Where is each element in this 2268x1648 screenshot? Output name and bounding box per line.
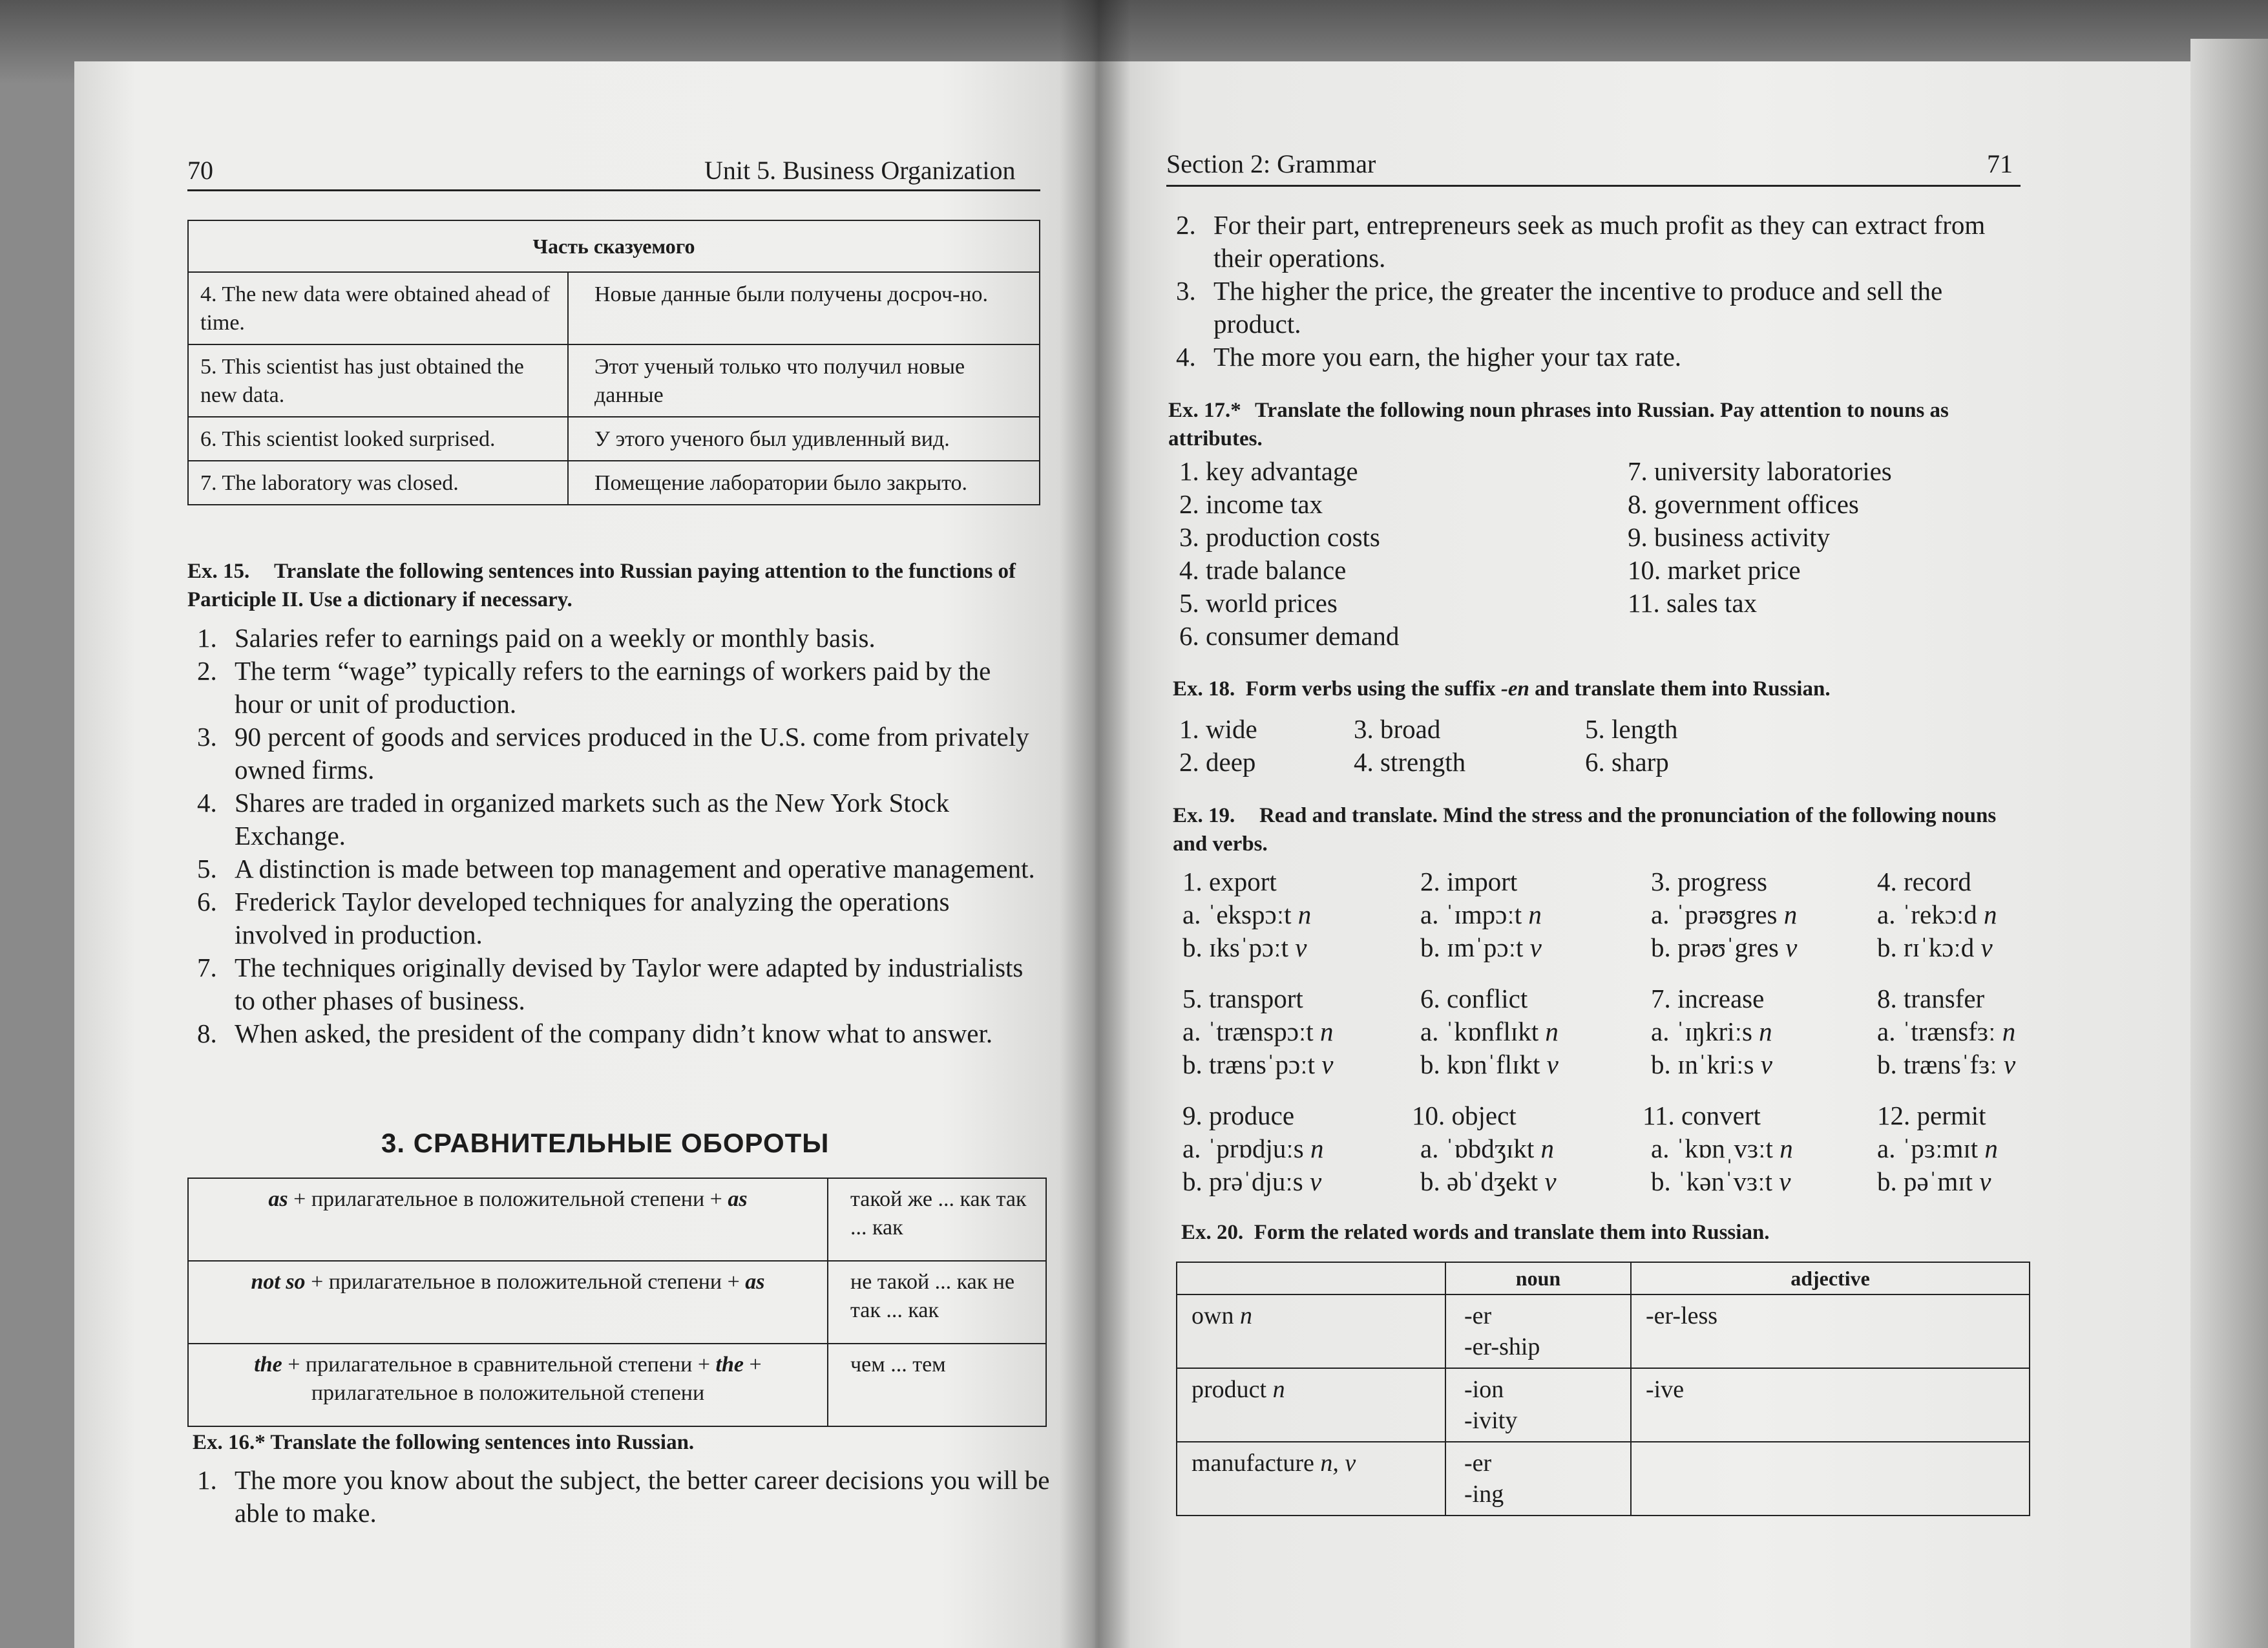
table-cell-en: 6. This scientist looked surprised. (188, 417, 568, 461)
list-item: 2. The term “wage” typically refers to the earnings of workers paid by the hour or unit of production. (197, 656, 991, 719)
ex16-instruction: Translate the following sentences into Russian. (270, 1431, 695, 1454)
transcription: a. ˈtrænsfɜː n (1877, 1017, 2016, 1046)
list-item: 4. trade balance (1179, 555, 1347, 585)
transcription: b. trænsˈfɜː v (1877, 1050, 2016, 1079)
ex16-continued-list (1176, 209, 2022, 374)
transcription: b. ˈkənˈvɜːt v (1651, 1167, 1791, 1196)
right-header-rule (1166, 185, 2021, 187)
transcription: a. ˈprəʊgres n (1651, 900, 1798, 929)
transcription: b. rɪˈkɔːd v (1877, 933, 1993, 962)
related-words-table (1176, 1262, 2030, 1516)
list-item: 2. import (1420, 867, 1518, 896)
transcription: b. kɒnˈflɪkt v (1420, 1050, 1559, 1079)
ex15-number: Ex. 15. (187, 560, 250, 583)
comparatives-table (187, 1178, 1047, 1427)
table-cell-ru: Этот ученый только что получил новые данные (568, 344, 1040, 417)
table-row (1177, 1294, 2030, 1368)
table-cell-ru: Новые данные были получены досроч-но. (568, 272, 1040, 344)
list-item: 6. sharp (1585, 747, 1669, 777)
ex19-number: Ex. 19. (1173, 804, 1235, 827)
list-item: 2. income tax (1179, 489, 1323, 519)
ex15-heading (187, 557, 1040, 614)
right-page-number: 71 (1987, 149, 2013, 178)
ex19-grid (1182, 865, 2022, 1198)
transcription: b. trænsˈpɔːt v (1182, 1050, 1334, 1079)
unit-title: Unit 5. Business Organization (704, 156, 1016, 185)
comparative-translation: такой же ... как так ... как (828, 1178, 1046, 1261)
ex19-instruction: Read and translate. Mind the stress and the pronunciation of the following nouns and verbs. (1173, 804, 1997, 856)
table-row (188, 1261, 1046, 1344)
transcription: a. ˈɪmpɔːt n (1420, 900, 1542, 929)
transcription: a. ˈtrænspɔːt n (1182, 1017, 1334, 1046)
ex17-heading (1168, 396, 2022, 453)
list-item: 3. broad (1354, 714, 1441, 744)
list-item: 3. progress (1651, 867, 1767, 896)
transcription: a. ˈekspɔːt n (1182, 900, 1312, 929)
base-word: own n (1177, 1294, 1445, 1368)
ex17-number: Ex. 17.* (1168, 399, 1241, 422)
ex17-columns (1179, 455, 2019, 653)
list-item: 1. key advantage (1179, 456, 1358, 486)
ex18-suffix: -en (1500, 677, 1529, 701)
comparative-formula: the + прилагательное в сравнительной степени + the + прилагательное в положительной степени (188, 1344, 828, 1426)
table-row (188, 1178, 1046, 1261)
list-item: 8. government offices (1628, 489, 1859, 519)
page-edges (2190, 39, 2268, 1648)
transcription: a. ˈkɒnflɪkt n (1420, 1017, 1559, 1046)
table-cell-en: 4. The new data were obtained ahead of time. (188, 272, 568, 344)
list-item: 4. The more you earn, the higher your tax rate. (1176, 342, 1682, 372)
list-item: 1. wide (1179, 714, 1257, 744)
left-header-rule (187, 189, 1040, 191)
transcription: a. ˈrekɔːd n (1877, 900, 1997, 929)
transcription: a. ˈpɜːmɪt n (1877, 1134, 1998, 1163)
table-row (188, 417, 1040, 461)
list-item: 11. convert (1643, 1101, 1761, 1130)
ex17-instruction: Translate the following noun phrases into Russian. Pay attention to nouns as attributes. (1168, 399, 1949, 450)
noun-column-header: noun (1445, 1262, 1631, 1294)
table-cell-en: 7. The laboratory was closed. (188, 461, 568, 505)
book-spine (1060, 0, 1131, 1648)
list-item: 2. deep (1179, 747, 1256, 777)
list-item: 4. record (1877, 867, 1971, 896)
list-item: 3. The higher the price, the greater the incentive to produce and sell the product. (1176, 276, 1943, 339)
ex18-columns (1179, 713, 2019, 779)
table-row (188, 272, 1040, 344)
ex18-number: Ex. 18. (1173, 677, 1235, 701)
base-word: manufacture n, v (1177, 1442, 1445, 1516)
predicate-table-header: Часть сказуемого (188, 220, 1040, 272)
list-item: 7. increase (1651, 984, 1765, 1013)
list-item: 5. transport (1182, 984, 1303, 1013)
ex15-list (197, 622, 1044, 1050)
list-item: 10. object (1412, 1101, 1517, 1130)
table-row (188, 461, 1040, 505)
table-row (1177, 1368, 2030, 1442)
list-item: 1. Salaries refer to earnings paid on a weekly or monthly basis. (197, 623, 876, 653)
list-item: 12. permit (1877, 1101, 1986, 1130)
list-item: 8. transfer (1877, 984, 1985, 1013)
transcription: b. ɪnˈkriːs v (1651, 1050, 1772, 1079)
transcription: a. ˈɪŋkriːs n (1651, 1017, 1772, 1046)
table-cell-en: 5. This scientist has just obtained the new data. (188, 344, 568, 417)
table-cell-ru: У этого ученого был удивленный вид. (568, 417, 1040, 461)
transcription: a. ˈkɒnˌvɜːt n (1651, 1134, 1793, 1163)
list-item: 4. strength (1354, 747, 1466, 777)
noun-suffixes: -er -ing (1445, 1442, 1631, 1516)
list-item: 7. university laboratories (1628, 456, 1892, 486)
ex18-heading: Ex. 18. Form verbs using the suffix -en and translate them into Russian. (1173, 677, 1831, 701)
table-row (188, 1344, 1046, 1426)
transcription: b. prəʊˈgres v (1651, 933, 1798, 962)
table-row (1177, 1442, 2030, 1516)
transcription: b. əbˈdʒekt v (1420, 1167, 1557, 1196)
transcription: b. prəˈdjuːs v (1182, 1167, 1322, 1196)
list-item: 1. The more you know about the subject, the better career decisions you will be able to make. (197, 1465, 1050, 1528)
comparative-formula: as + прилагательное в положительной степени + as (188, 1178, 828, 1261)
list-item: 2. For their part, entrepreneurs seek as much profit as they can extract from their operations. (1176, 210, 1986, 273)
ex20-heading (1181, 1218, 2035, 1247)
transcription: b. ɪksˈpɔːt v (1182, 933, 1307, 962)
table-cell-ru: Помещение лаборатории было закрыто. (568, 461, 1040, 505)
comparative-translation: не такой ... как не так ... как (828, 1261, 1046, 1344)
ex16-number: Ex. 16.* (193, 1431, 266, 1454)
noun-suffixes: -ion -ivity (1445, 1368, 1631, 1442)
comparative-translation: чем ... тем (828, 1344, 1046, 1426)
list-item: 5. A distinction is made between top management and operative management. (197, 854, 1035, 883)
transcription: b. pəˈmɪt v (1877, 1167, 1991, 1196)
ex20-instruction: Form the related words and translate them into Russian. (1254, 1221, 1770, 1244)
section3-title: 3. СРАВНИТЕЛЬНЫЕ ОБОРОТЫ (381, 1128, 830, 1158)
adjective-column-header: adjective (1631, 1262, 2030, 1294)
list-item: 4. Shares are traded in organized markets such as the New York Stock Exchange. (197, 788, 949, 850)
transcription: a. ˈprɒdjuːs n (1182, 1134, 1324, 1163)
list-item: 3. 90 percent of goods and services produced in the U.S. come from privately owned firms. (197, 722, 1029, 785)
list-item: 6. conflict (1420, 984, 1528, 1013)
list-item: 1. export (1182, 867, 1277, 896)
list-item: 9. business activity (1628, 522, 1831, 552)
list-item: 11. sales tax (1628, 588, 1758, 618)
ex16-heading (193, 1428, 1045, 1457)
base-word: product n (1177, 1368, 1445, 1442)
list-item: 5. length (1585, 714, 1678, 744)
ex19-heading (1173, 801, 2027, 858)
transcription: b. ɪmˈpɔːt v (1420, 933, 1542, 962)
list-item: 6. consumer demand (1179, 621, 1400, 651)
ex16-list (197, 1464, 1050, 1530)
adjective-suffix (1631, 1442, 2030, 1516)
list-item: 10. market price (1628, 555, 1801, 585)
list-item: 7. The techniques originally devised by Taylor were adapted by industrialists to other phases of business. (197, 953, 1024, 1015)
left-page-number: 70 (187, 156, 213, 185)
section-title: Section 2: Grammar (1166, 149, 1376, 178)
list-item: 3. production costs (1179, 522, 1380, 552)
list-item: 9. produce (1182, 1101, 1295, 1130)
list-item: 6. Frederick Taylor developed techniques for analyzing the operations involved in production. (197, 887, 950, 949)
predicate-table (187, 220, 1040, 505)
list-item: 5. world prices (1179, 588, 1338, 618)
adjective-suffix: -er-less (1631, 1294, 2030, 1368)
adjective-suffix: -ive (1631, 1368, 2030, 1442)
empty-header (1177, 1262, 1445, 1294)
noun-suffixes: -er -er-ship (1445, 1294, 1631, 1368)
transcription: a. ˈɒbdʒɪkt n (1420, 1134, 1555, 1163)
list-item: 8. When asked, the president of the company didn’t know what to answer. (197, 1019, 993, 1048)
comparative-formula: not so + прилагательное в положительной степени + as (188, 1261, 828, 1344)
table-row (188, 344, 1040, 417)
ex20-number: Ex. 20. (1181, 1221, 1244, 1244)
ex15-instruction: Translate the following sentences into Russian paying attention to the functions of Participle II. Use a dictionary if necessary. (187, 560, 1016, 611)
